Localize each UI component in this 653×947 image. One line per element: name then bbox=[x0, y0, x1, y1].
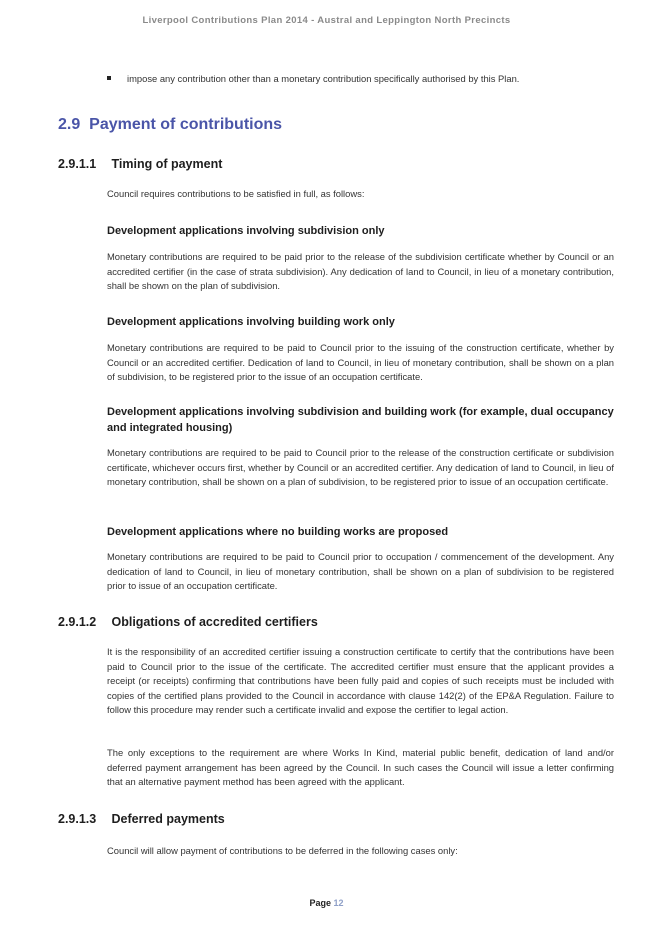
certifiers-paragraph: The only exceptions to the requirement are where Works In Kind, material public benefit, dedication of land and/or deferred payment arrangement has been agreed by the Council. In such cases the Council will issue a letter confirming that an alternative payment method has been agreed with the applicant. bbox=[107, 747, 614, 788]
subsection-number: 2.9.1.1 bbox=[58, 157, 97, 171]
section-number: 2.9 bbox=[58, 116, 81, 133]
subsection-heading-timing bbox=[58, 157, 222, 171]
case-text: Monetary contributions are required to be paid to Council prior to the release of the construction certificate or subdivision certificate, whichever occurs first, whether by Council or an accredited certifier. Any dedication of land to Council, in lieu of monetary contribution, shall be shown on a plan of subdivision, to be registered prior to issue of an occupation certificate. bbox=[107, 447, 614, 488]
case-heading: Development applications where no building works are proposed bbox=[107, 526, 449, 538]
page-label: Page bbox=[309, 898, 331, 908]
bullet-text: impose any contribution other than a monetary contribution specifically authorised by this Plan. bbox=[127, 73, 520, 84]
case-text: Monetary contributions are required to be paid prior to the release of the subdivision certificate whether by Council or an accredited certifier (in the case of strata subdivision). Any dedication of land to Council, in lieu of a monetary contribution, shall be shown on the plan of subdivision. bbox=[107, 251, 614, 292]
deferred-intro: Council will allow payment of contributions to be deferred in the following cases only: bbox=[107, 845, 458, 856]
section-title: Payment of contributions bbox=[89, 116, 283, 133]
timing-intro: Council requires contributions to be satisfied in full, as follows: bbox=[107, 188, 365, 199]
subsection-title: Deferred payments bbox=[111, 812, 225, 826]
section-heading bbox=[58, 116, 282, 134]
subsection-heading-deferred bbox=[58, 812, 225, 826]
page-number: 12 bbox=[333, 898, 344, 908]
case-heading: Development applications involving subdivision and building work (for example, dual occupancy and integrated housing) bbox=[107, 406, 614, 434]
subsection-number: 2.9.1.3 bbox=[58, 812, 97, 826]
page-footer bbox=[0, 898, 653, 908]
case-heading: Development applications involving subdivision only bbox=[107, 225, 385, 237]
case-text: Monetary contributions are required to be paid to Council prior to the issuing of the construction certificate, whether by Council or an accredited certifier. Dedication of land to Council, in lieu of monetary contribution, shall be shown on a plan of subdivision, to be registered prior to the issue of an occupation certificate. bbox=[107, 342, 614, 383]
case-heading: Development applications involving building work only bbox=[107, 316, 395, 328]
subsection-number: 2.9.1.2 bbox=[58, 615, 97, 629]
case-text: Monetary contributions are required to be paid to Council prior to occupation / commencement of the development. Any dedication of land to Council, in lieu of monetary contribution, shall be shown on a plan of subdivision to be registered prior to issue of an occupation certificate. bbox=[107, 551, 614, 592]
subsection-title: Timing of payment bbox=[111, 157, 223, 171]
running-header: Liverpool Contributions Plan 2014 - Austral and Leppington North Precincts bbox=[142, 15, 511, 26]
subsection-heading-certifiers bbox=[58, 615, 318, 629]
certifiers-paragraph: It is the responsibility of an accredited certifier issuing a construction certificate to certify that the contributions have been paid to Council prior to the issue of the certificate. The accredited certifier must ensure that the applicant provides a receipt (or receipts) confirming that contributions have been fully paid and copies of such receipts must be included with copies of the certified plans provided to the Council in accordance with clause 142(2) of the EP&A Regulation. Failure to follow this procedure may render such a certificate invalid and expose the certifier to legal action. bbox=[107, 646, 614, 716]
subsection-title: Obligations of accredited certifiers bbox=[111, 615, 318, 629]
bullet-marker-icon bbox=[107, 76, 111, 80]
